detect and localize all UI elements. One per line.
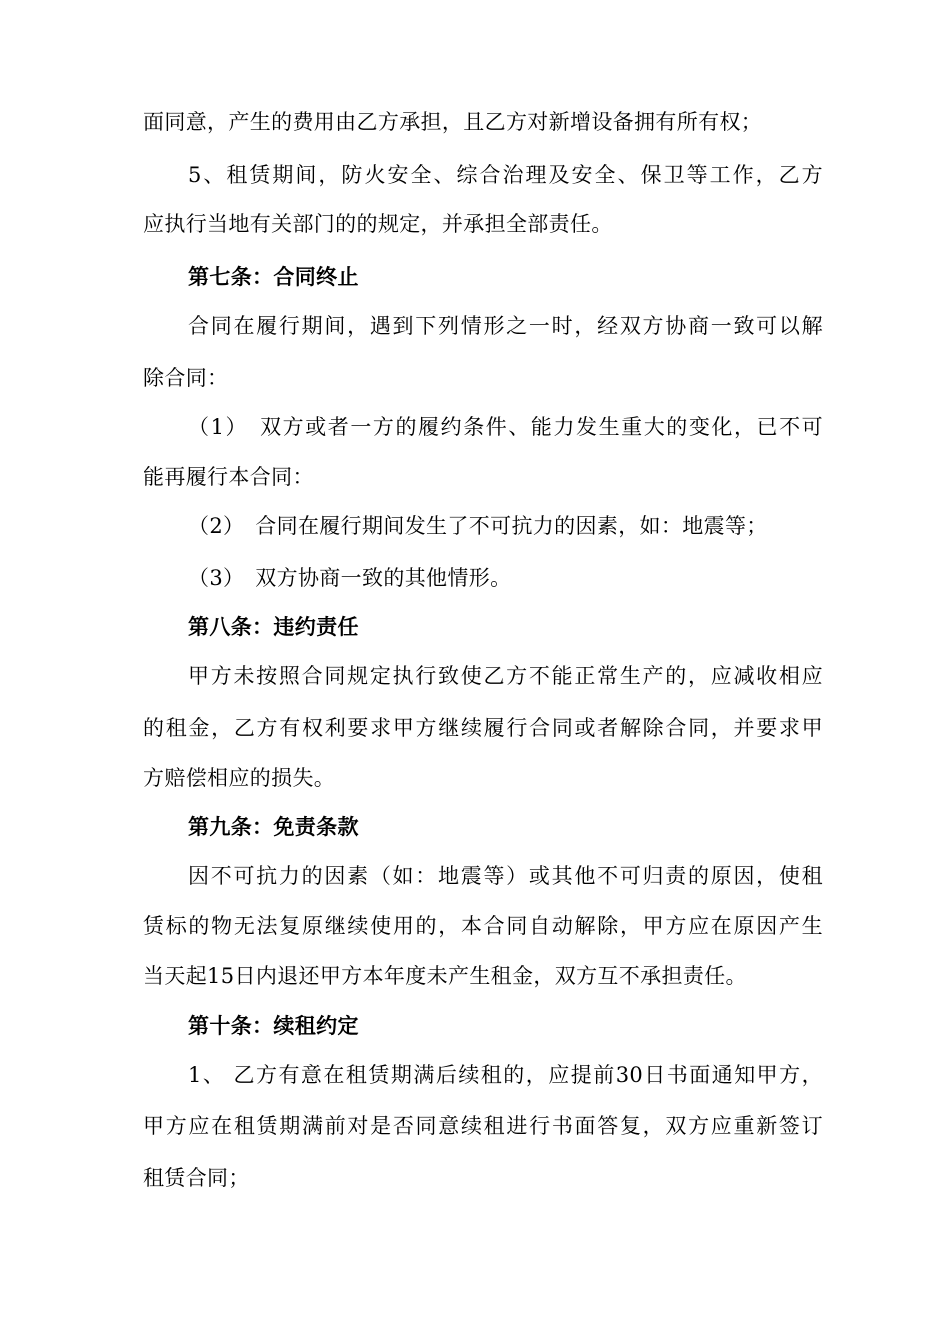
section-heading: 第八条：违约责任	[188, 614, 359, 639]
text-line: （2） 合同在履行期间发生了不可抗力的因素，如：地震等；	[188, 514, 768, 538]
text-line: （1） 双方或者一方的履约条件、能力发生重大的变化，已不可	[188, 415, 823, 439]
text-line: 赁标的物无法复原继续使用的，本合同自动解除，甲方应在原因产生	[143, 914, 823, 938]
text-line: 应执行当地有关部门的的规定，并承担全部责任。	[143, 212, 613, 236]
text-line: 5、租赁期间，防火安全、综合治理及安全、保卫等工作，乙方	[188, 163, 823, 187]
text-line: 方赔偿相应的损失。	[143, 766, 336, 790]
text-line: 因不可抗力的因素（如：地震等）或其他不可归责的原因，使租	[188, 864, 823, 888]
text-line: 除合同：	[143, 366, 229, 390]
section-heading: 第九条：免责条款	[188, 814, 359, 839]
text-line: （3） 双方协商一致的其他情形。	[188, 566, 512, 590]
text-line: 的租金，乙方有权利要求甲方继续履行合同或者解除合同，并要求甲	[143, 716, 823, 740]
text-line: 能再履行本合同：	[143, 465, 314, 489]
text-line: 合同在履行期间，遇到下列情形之一时，经双方协商一致可以解	[188, 314, 823, 338]
text-line: 1、 乙方有意在租赁期满后续租的，应提前30日书面通知甲方，	[188, 1063, 823, 1087]
text-line: 租赁合同；	[143, 1166, 250, 1190]
text-line: 甲方未按照合同规定执行致使乙方不能正常生产的，应减收相应	[188, 664, 823, 688]
text-line: 当天起15日内退还甲方本年度未产生租金，双方互不承担责任。	[143, 964, 747, 988]
section-heading: 第十条：续租约定	[188, 1013, 359, 1038]
text-line: 甲方应在租赁期满前对是否同意续租进行书面答复，双方应重新签订	[143, 1114, 823, 1138]
section-heading: 第七条：合同终止	[188, 264, 359, 289]
text-line: 面同意，产生的费用由乙方承担，且乙方对新增设备拥有所有权；	[143, 110, 763, 134]
